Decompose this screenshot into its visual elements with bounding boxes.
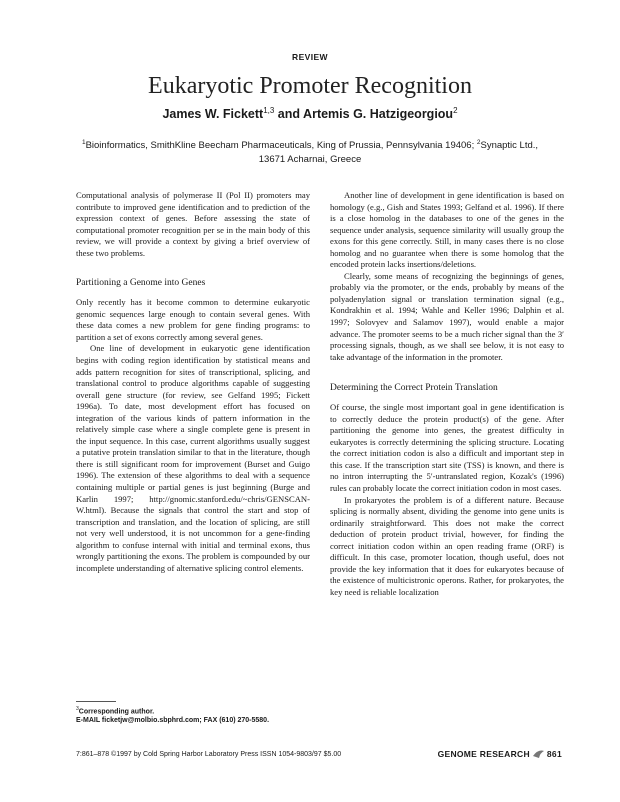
footnote-rule <box>76 701 116 702</box>
footer-citation: 7:861–878 ©1997 by Cold Spring Harbor Laboratory Press ISSN 1054-9803/97 $5.00 <box>76 751 342 758</box>
section-heading: Determining the Correct Protein Translation <box>330 383 498 394</box>
body-paragraph: Only recently has it become common to determine eukaryotic genomic sequences large enough to contain several genes. With these data comes a new problem for gene finding programs: to partition a set of exons correctly among several genes. <box>76 297 310 342</box>
affiliations <box>70 136 550 167</box>
footnote-corresponding <box>76 705 326 716</box>
body-paragraph: Of course, the single most important goal in gene identification is to correctly deduce the protein product(s) of the gene. After partitioning the genome into genes, the greatest difficulty in eukaryotes is correctly determining the splicing structure. Locating the correct initiation codon is also a difficult and important step in this case. If the transcription start site (TSS) is known, and there is no intron interrupting the 5′-untranslated region, Kozak's (1996) rules can probably locate the correct initiation codon in most cases. <box>330 402 564 494</box>
author-superscript: 1,3 <box>263 106 275 115</box>
right-column <box>330 190 564 599</box>
body-paragraph: Another line of development in gene identification is based on homology (e.g., Gish and States 1993; Gelfand et al. 1996). If there is a close homolog in the databases to one of the genes in the sequence under analysis, sequence similarity will usually group the exons for this gene correctly. Still, in many cases there is no close homolog and no guarantee when there is some homolog that the encoded protein lacks insertions/deletions. <box>330 190 564 270</box>
footnote-marker: 3 <box>76 706 79 712</box>
page-title: Eukaryotic Promoter Recognition <box>148 73 472 99</box>
section-label: REVIEW <box>292 52 328 62</box>
author-joiner: and <box>274 107 304 122</box>
journal-name: GENOME RESEARCH <box>437 749 530 759</box>
footnote-contact: E-MAIL ficketjw@molbio.sbphrd.com; FAX (610) 270-5580. <box>76 717 270 725</box>
affiliation-marker: 2 <box>476 139 481 146</box>
author-name: James W. Fickett <box>162 107 264 122</box>
body-paragraph: Clearly, some means of recognizing the beginnings of genes, probably via the promoter, or the ends, probably by means of the polyadenylation signal or translation termination signal (e.g., Kondrakhin et al. 1994; Wahle and Keller 1996; Dalphin et al. 1997; Solovyev and Salamov 1997), would enable a major advance. The promoter seems to be a much richer signal than the 3′ processing signals, though, as we shall see below, it is not easy to take advantage of the information in the promoter. <box>330 270 564 362</box>
footer-journal <box>438 749 562 759</box>
body-paragraph: In prokaryotes the problem is of a different nature. Because splicing is normally absent, dividing the genome into gene units is ordinarily straightforward. This does not make the correct deduction of protein product trivial, however, for finding the correct initiation codon within an open reading frame (ORF) is difficult. In this case, promoter location, though useful, does not provide the key information that it does for eukaryotes because of the existence of multicistronic operons. Rather, for prokaryotes, the key need is reliable localization <box>330 494 564 597</box>
journal-logo-icon <box>533 750 544 758</box>
footnote-label: Corresponding author. <box>78 708 155 716</box>
left-column <box>76 190 310 574</box>
affiliation-marker: 1 <box>81 139 86 146</box>
author-name: Artemis G. Hatzigeorgiou <box>303 107 454 122</box>
author-line <box>0 106 620 121</box>
body-paragraph: One line of development in eukaryotic gene identification begins with coding region identification by statistical means and adds pattern recognition for sites of transcriptional, splicing, and translational control to produce algorithms capable of suggesting overall gene structure (for review, see Gelfand 1995; Fickett 1996a). To date, most development effort has focused on integration of the various kinds of pattern information in the relatively simple case where a single complete gene is present in the input sequence. In this case, current algorithms usually suggest a putative protein translation similar to that in the literature, though there is still significant room for improvement (Burset and Guigo 1996). The extension of these algorithms to deal with a sequence containing multiple or partial genes is just beginning (Burge and Karlin 1997; http://gnomic.stanford.edu/~chris/GENSCAN-W.html). Because the signals that control the start and stop of transcription and translation, and the location of splicing, are still not very well understood, it is not uncommon for a gene-finding algorithm to confuse internal with initial and terminal exons, thus wrongly partitioning the exons. The problem is compounded by our incomplete understanding of alternative splicing control elements. <box>76 343 310 573</box>
affiliation-text: Synaptic Ltd., 13671 Acharnai, Greece <box>258 140 539 166</box>
page-number: 861 <box>546 749 562 759</box>
section-heading: Partitioning a Genome into Genes <box>76 278 206 289</box>
abstract-paragraph: Computational analysis of polymerase II (Pol II) promoters may contribute to improved gene identification and to prediction of the expression context of genes. Before assessing the state of computational promoter recognition per se in the main body of this review, we will provide a context by giving a brief overview of these two problems. <box>76 190 310 258</box>
affiliation-text: Bioinformatics, SmithKline Beecham Pharmaceuticals, King of Prussia, Pennsylvania 19406; <box>85 140 477 152</box>
author-superscript: 2 <box>453 106 458 115</box>
footnote <box>76 701 326 725</box>
